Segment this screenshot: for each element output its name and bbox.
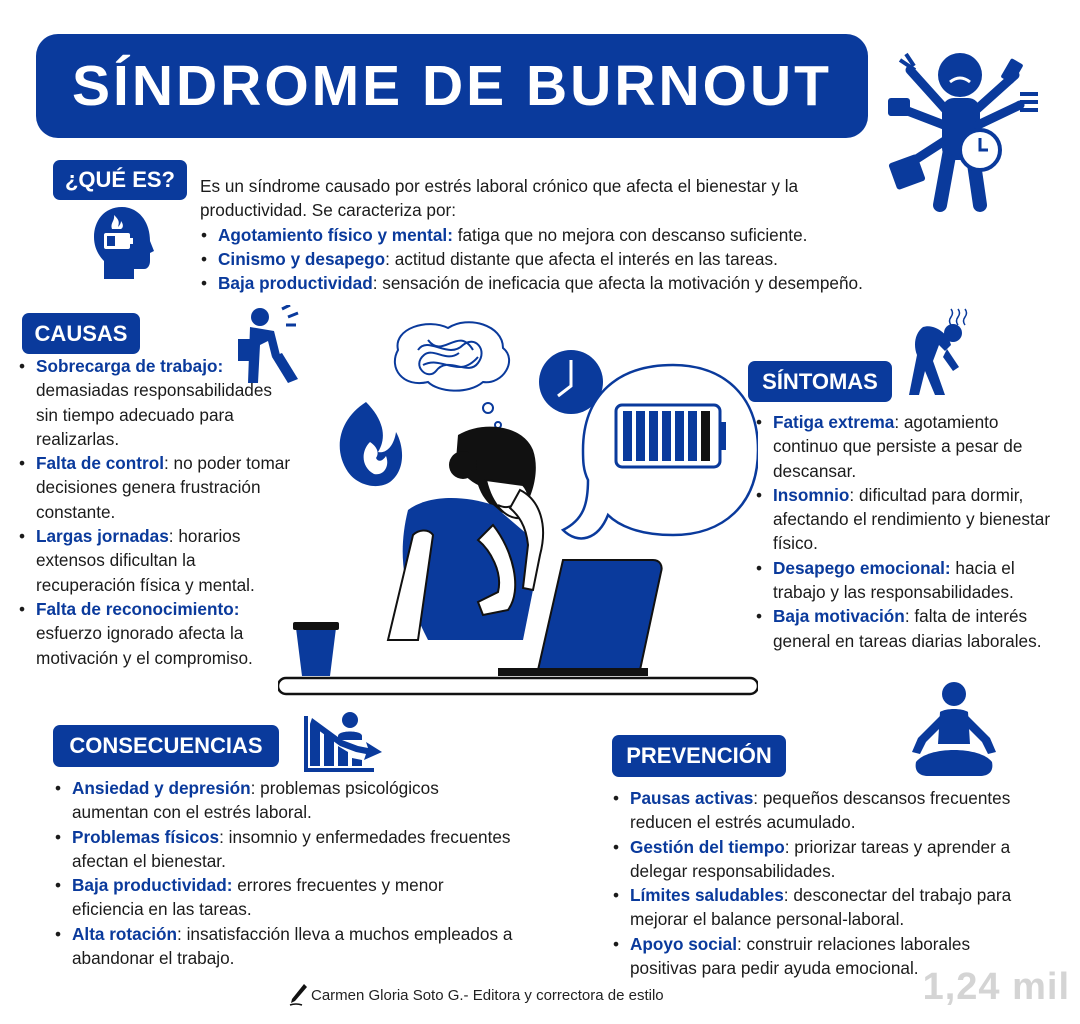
prevencion-list xyxy=(612,786,1022,980)
list-item: • Apoyo social: construir relaciones laborales positivas para pedir ayuda emocional. xyxy=(612,932,1022,981)
prevencion-body xyxy=(612,786,1022,980)
causas-body xyxy=(18,354,298,670)
list-item: • Ansiedad y depresión: problemas psicológicos aumentan con el estrés laboral. xyxy=(54,776,514,825)
title-banner xyxy=(36,34,868,138)
tangled-thoughts-icon xyxy=(395,322,509,428)
list-item: • Alta rotación: insatisfacción lleva a muchos empleados a abandonar el trabajo. xyxy=(54,922,514,971)
sintomas-list xyxy=(755,410,1060,653)
footer-credit: Carmen Gloria Soto G.- Editora y correctora de estilo xyxy=(311,986,664,1004)
list-item: • Falta de control: no poder tomar decisiones genera frustración constante. xyxy=(18,451,298,524)
list-item: • Sobrecarga de trabajo: demasiadas responsabilidades sin tiempo adecuado para realizarlas. xyxy=(18,354,298,451)
prevencion-tag: PREVENCIÓN xyxy=(612,735,786,777)
consecuencias-body xyxy=(54,776,514,970)
list-item: • Baja productividad: sensación de ineficacia que afecta la motivación y desempeño. xyxy=(200,271,880,295)
list-item: • Límites saludables: desconectar del trabajo para mejorar el balance personal-laboral. xyxy=(612,883,1022,932)
burnout-illustration xyxy=(278,310,758,700)
pen-icon xyxy=(288,983,308,1007)
tired-person-icon xyxy=(905,305,975,397)
list-item: • Gestión del tiempo: priorizar tareas y aprender a delegar responsabilidades. xyxy=(612,835,1022,884)
list-item: • Desapego emocional: hacia el trabajo y las responsabilidades. xyxy=(755,556,1060,605)
declining-chart-icon xyxy=(302,710,384,774)
stressed-worker-icon xyxy=(880,30,1040,215)
que-es-body xyxy=(200,174,880,295)
que-es-intro: Es un síndrome causado por estrés laboral crónico que afecta el bienestar y la productividad. Se caracteriza por: xyxy=(200,176,799,221)
que-es-list xyxy=(200,223,880,296)
consecuencias-tag: CONSECUENCIAS xyxy=(53,725,279,767)
view-count-watermark: 1,24 mil xyxy=(922,966,1070,1008)
list-item: • Insomnio: dificultad para dormir, afectando el rendimiento y bienestar físico. xyxy=(755,483,1060,556)
meditation-icon xyxy=(908,680,1000,782)
causas-list xyxy=(18,354,298,670)
sintomas-tag: SÍNTOMAS xyxy=(748,361,892,402)
footer xyxy=(288,983,664,1007)
list-item: • Problemas físicos: insomnio y enfermedades frecuentes afectan el bienestar. xyxy=(54,825,514,874)
list-item: • Agotamiento físico y mental: fatiga que no mejora con descanso suficiente. xyxy=(200,223,880,247)
list-item: • Cinismo y desapego: actitud distante que afecta el interés en las tareas. xyxy=(200,247,880,271)
list-item: • Fatiga extrema: agotamiento continuo que persiste a pesar de descansar. xyxy=(755,410,1060,483)
que-es-tag: ¿QUÉ ES? xyxy=(53,160,187,200)
burning-head-icon xyxy=(92,205,154,281)
list-item: • Baja motivación: falta de interés general en tareas diarias laborales. xyxy=(755,604,1060,653)
list-item: • Baja productividad: errores frecuentes y menor eficiencia en las tareas. xyxy=(54,873,514,922)
causas-tag: CAUSAS xyxy=(22,313,140,354)
sintomas-body xyxy=(755,410,1060,653)
list-item: • Largas jornadas: horarios extensos dificultan la recuperación física y mental. xyxy=(18,524,298,597)
list-item: • Pausas activas: pequeños descansos frecuentes reducen el estrés acumulado. xyxy=(612,786,1022,835)
consecuencias-list xyxy=(54,776,514,970)
page-title: SÍNDROME DE BURNOUT xyxy=(71,54,832,118)
list-item: • Falta de reconocimiento: esfuerzo ignorado afecta la motivación y el compromiso. xyxy=(18,597,298,670)
flame-icon xyxy=(340,402,402,486)
